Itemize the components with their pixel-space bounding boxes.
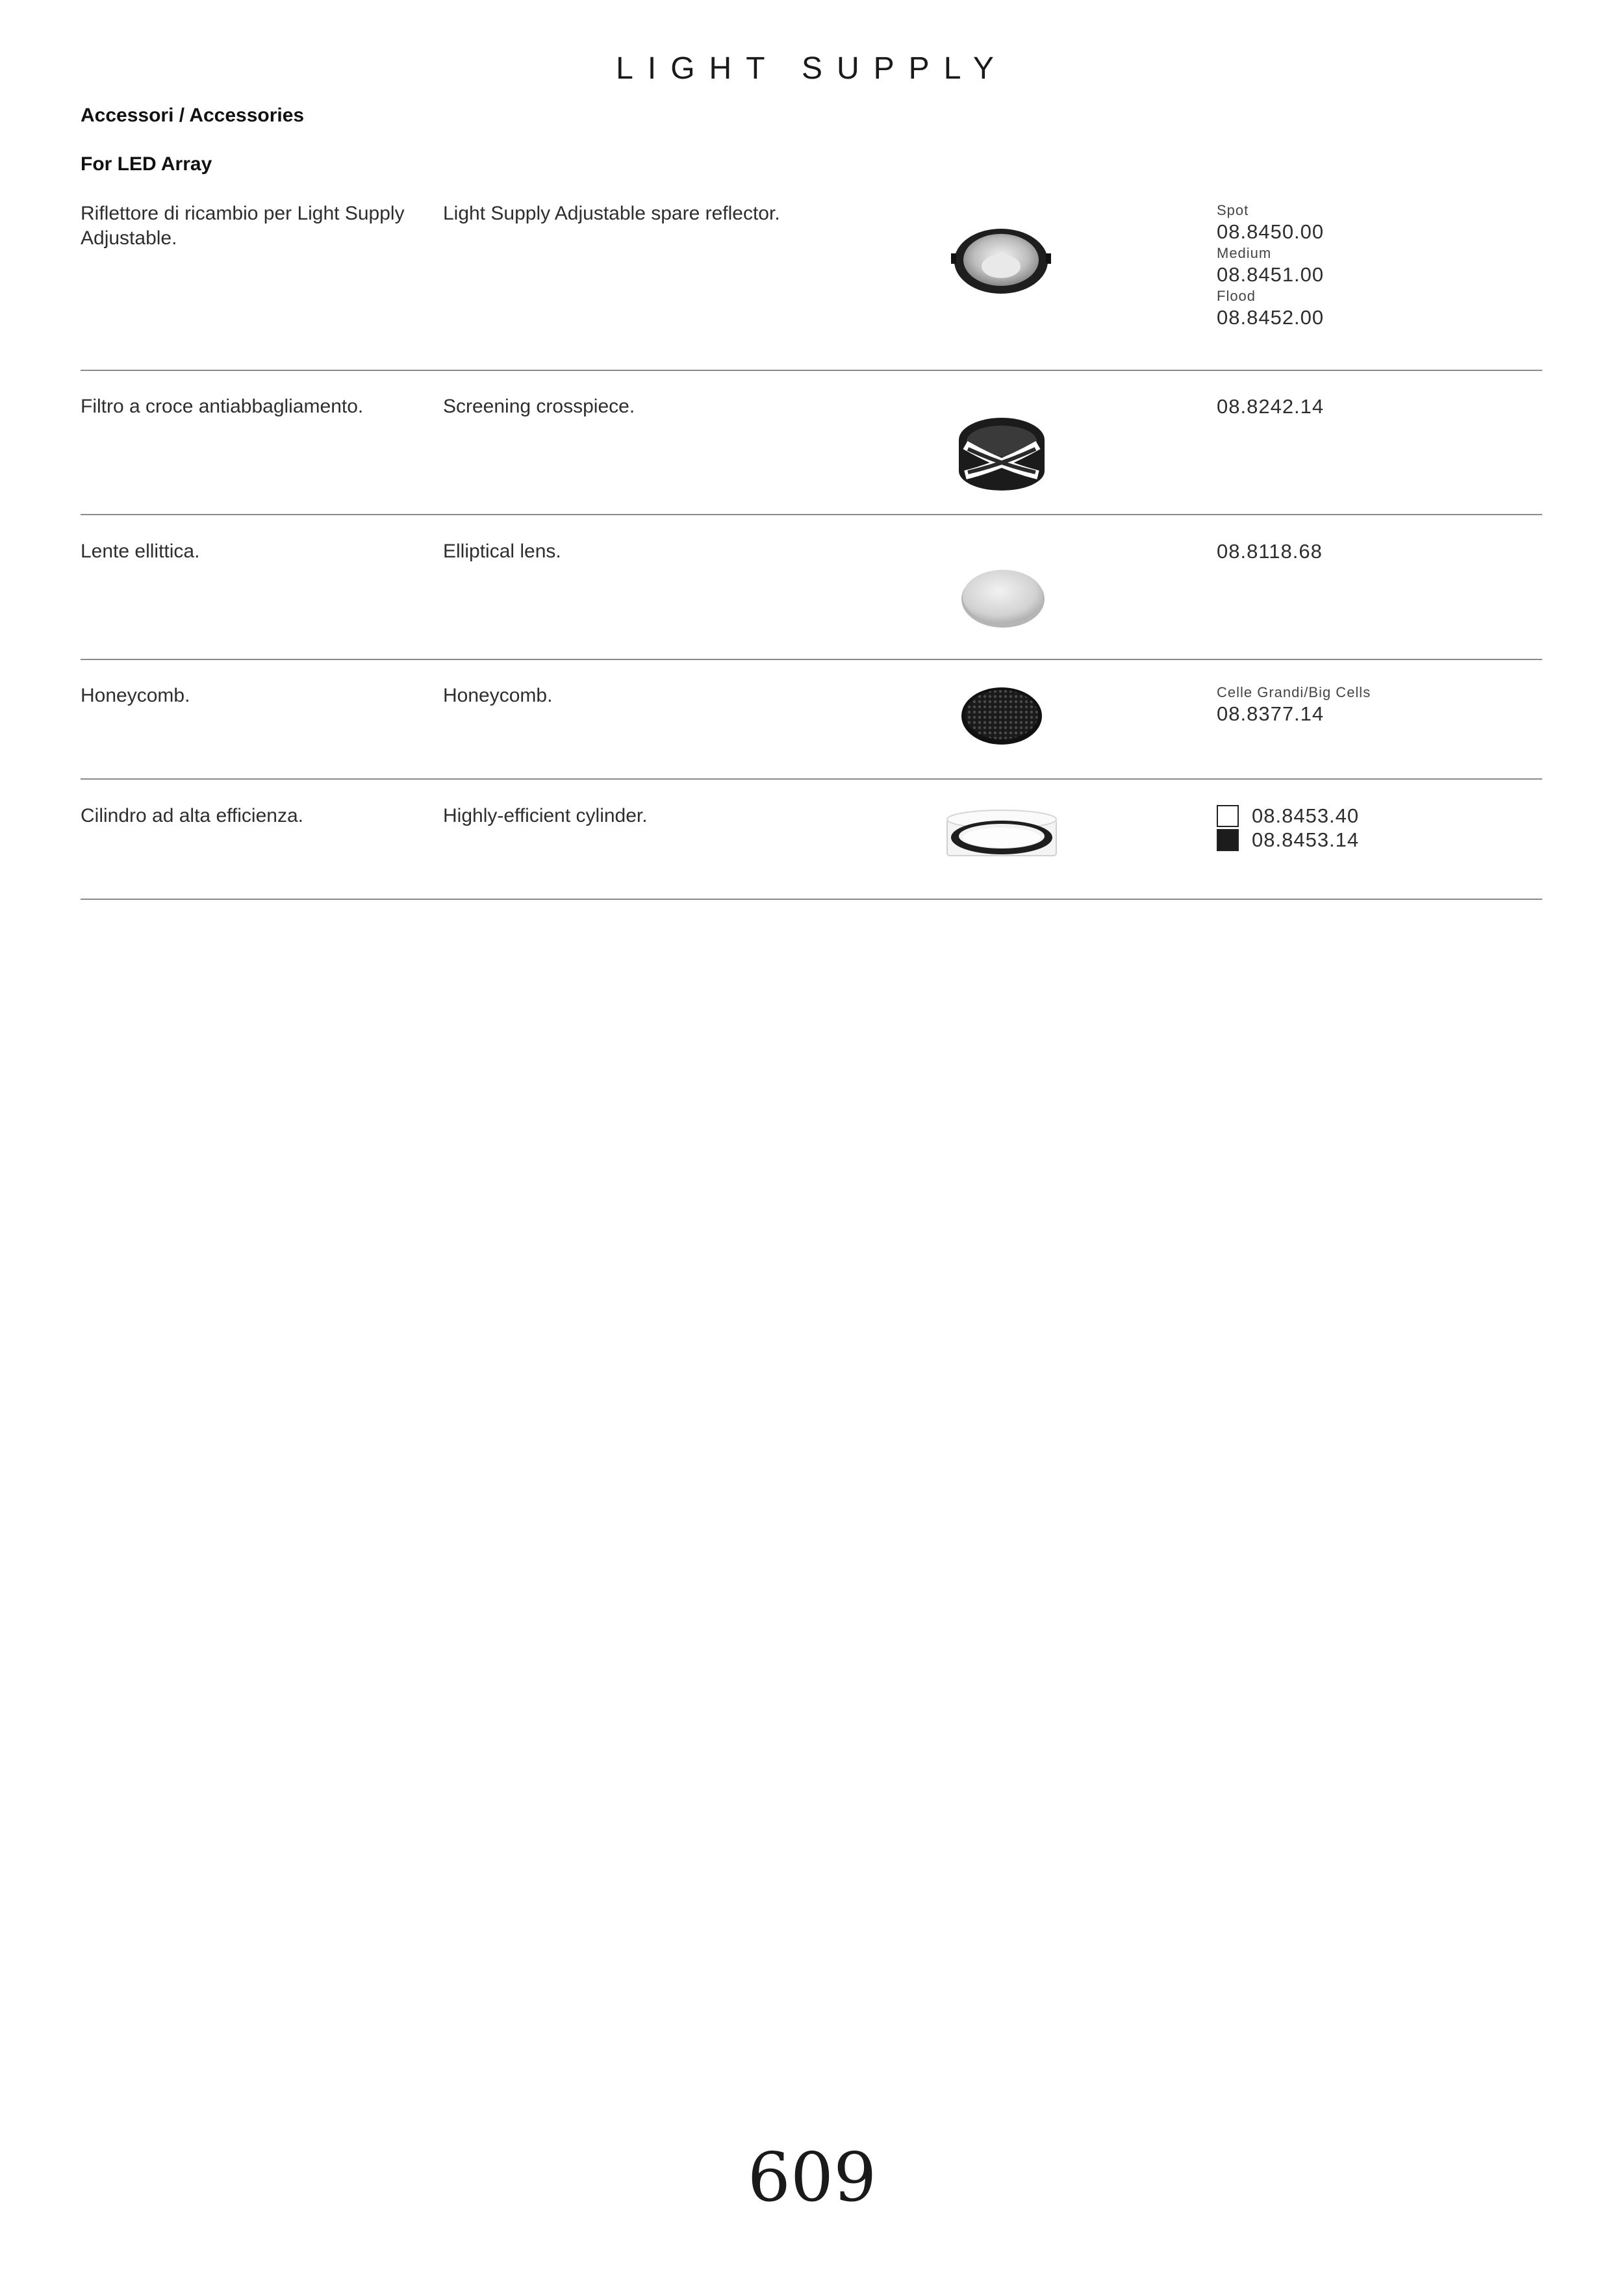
page-number: 609 xyxy=(747,2138,877,2217)
product-codes xyxy=(1217,804,1529,852)
white-swatch xyxy=(1217,805,1239,827)
variant-label: Spot xyxy=(1217,202,1249,218)
description-english: Elliptical lens. xyxy=(443,541,561,562)
product-codes xyxy=(1217,201,1529,330)
color-option xyxy=(1217,828,1529,852)
description-english: Screening crosspiece. xyxy=(443,396,635,417)
variant-label: Flood xyxy=(1217,288,1256,304)
row-divider xyxy=(81,514,1542,515)
description-english: Light Supply Adjustable spare reflector. xyxy=(443,203,780,224)
description-italian: Lente ellittica. xyxy=(81,541,200,562)
section-title: Accessori / Accessories xyxy=(81,105,305,126)
lens-image xyxy=(925,539,1081,643)
table-row xyxy=(81,539,1542,660)
crosspiece-image xyxy=(925,394,1081,498)
product-codes xyxy=(1217,683,1529,726)
row-divider xyxy=(81,659,1542,660)
product-code: 08.8242.14 xyxy=(1217,395,1325,418)
description-italian: Filtro a croce antiabbagliamento. xyxy=(81,396,364,417)
reflector-image xyxy=(925,201,1081,305)
honeycomb-image xyxy=(925,683,1081,787)
black-swatch xyxy=(1217,829,1239,851)
product-code: 08.8450.00 xyxy=(1217,220,1325,243)
cylinder-image xyxy=(925,804,1081,908)
product-code: 08.8118.68 xyxy=(1217,540,1323,563)
product-code: 08.8453.40 xyxy=(1252,804,1360,827)
product-code: 08.8451.00 xyxy=(1217,263,1325,286)
table-row xyxy=(81,683,1542,781)
product-code: 08.8377.14 xyxy=(1217,702,1325,725)
product-codes xyxy=(1217,539,1529,564)
row-divider xyxy=(81,778,1542,780)
description-italian: Honeycomb. xyxy=(81,685,190,706)
product-codes xyxy=(1217,394,1529,419)
page-title: LIGHT SUPPLY xyxy=(616,51,1008,86)
row-divider xyxy=(81,370,1542,371)
product-code: 08.8452.00 xyxy=(1217,306,1325,329)
product-code: 08.8453.14 xyxy=(1252,828,1360,851)
description-english: Highly-efficient cylinder. xyxy=(443,805,648,826)
table-row xyxy=(81,201,1542,372)
color-option xyxy=(1217,804,1529,828)
row-divider xyxy=(81,899,1542,900)
description-italian: Cilindro ad alta efficienza. xyxy=(81,805,303,826)
description-italian: Riflettore di ricambio per Light Supply Adjustable. xyxy=(81,203,405,249)
table-row xyxy=(81,804,1542,901)
variant-label: Celle Grandi/Big Cells xyxy=(1217,684,1371,700)
section-subtitle: For LED Array xyxy=(81,153,212,175)
table-row xyxy=(81,394,1542,515)
variant-label: Medium xyxy=(1217,245,1272,261)
description-english: Honeycomb. xyxy=(443,685,553,706)
